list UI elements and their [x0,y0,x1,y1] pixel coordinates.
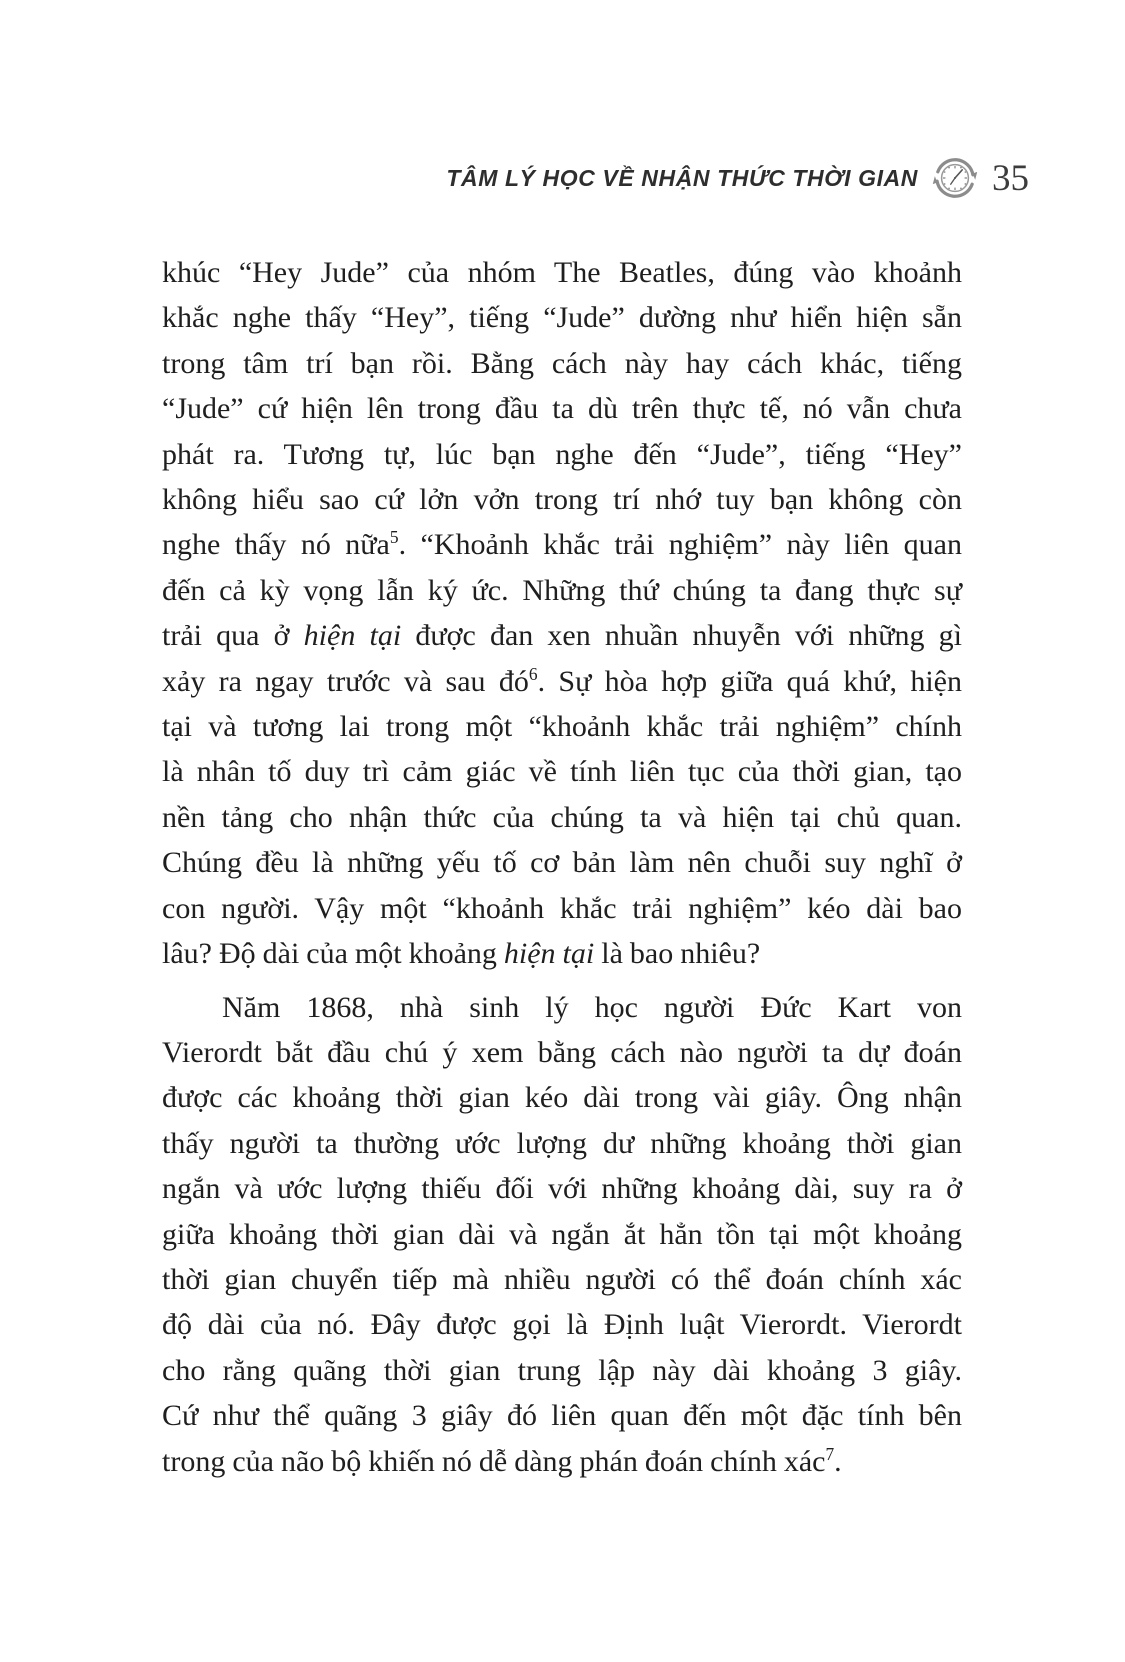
text-run: “Jude” cứ hiện lên trong đầu ta dù trên thực tế, nó vẫn chưa [162,392,962,426]
text-run: Cứ như thể quãng 3 giây đó liên quan đến một đặc tính bên [162,1399,962,1433]
text-run: được các khoảng thời gian kéo dài trong vài giây. Ông nhận [162,1081,962,1115]
text-run: cho rằng quãng thời gian trung lập này dài khoảng 3 giây. [162,1353,962,1387]
text-run: tại và tương lai trong một “khoảnh khắc trải nghiệm” chính [162,710,962,744]
text-run: con người. Vậy một “khoảnh khắc trải nghiệm” kéo dài bao [162,891,962,925]
text-run: hiện tại [503,937,595,971]
text-line [162,341,962,386]
text-run: trong tâm trí bạn rồi. Bằng cách này hay cách khác, tiếng [162,346,962,380]
text-line [162,840,962,885]
text-run: đến cả kỳ vọng lẫn ký ức. Những thứ chúng ta đang thực sự [162,573,962,607]
text-run: trải qua ở [162,619,304,653]
text-line [162,477,962,522]
footnote-reference: 7 [825,1443,835,1464]
text-run: thời gian chuyển tiếp mà nhiều người có thể đoán chính xác [162,1262,962,1296]
text-line [162,295,962,340]
text-line [162,795,962,840]
text-run: là bao nhiêu? [594,937,761,971]
text-line [162,704,962,749]
text-line [162,568,962,613]
text-run: độ dài của nó. Đây được gọi là Định luật Vierordt. Vierordt [162,1308,962,1342]
text-line [162,1166,962,1211]
text-line [162,613,962,658]
text-run: khắc nghe thấy “Hey”, tiếng “Jude” dường như hiển hiện sẵn [162,301,962,335]
text-run: nghe thấy nó nữa [162,528,390,562]
clock-icon [932,155,978,201]
text-run: Năm 1868, nhà sinh lý học người Đức Kart von [222,990,962,1024]
text-run: không hiểu sao cứ lởn vởn trong trí nhớ tuy bạn không còn [162,483,962,517]
text-line [162,1302,962,1347]
page-header [446,148,1029,208]
text-line [162,1121,962,1166]
text-run: . “Khoảnh khắc trải nghiệm” này liên quan [398,528,962,562]
text-run: . [834,1444,842,1478]
text-line [162,522,962,567]
paragraph [162,250,962,977]
text-line [162,985,962,1030]
text-line [162,1075,962,1120]
text-line [162,1030,962,1075]
footnote-reference: 6 [528,663,538,684]
body-text [162,250,962,1484]
text-line [162,749,962,794]
text-run: ngắn và ước lượng thiếu đối với những khoảng dài, suy ra ở [162,1172,962,1206]
text-run: giữa khoảng thời gian dài và ngắn ắt hẳn tồn tại một khoảng [162,1217,962,1251]
text-run: lâu? Độ dài của một khoảng [162,937,504,971]
text-line [162,1212,962,1257]
text-run: Vierordt bắt đầu chú ý xem bằng cách nào người ta dự đoán [162,1035,962,1069]
page-number: 35 [992,157,1029,199]
text-line [162,386,962,431]
text-line [162,886,962,931]
text-line [162,1257,962,1302]
text-run: phát ra. Tương tự, lúc bạn nghe đến “Jude”, tiếng “Hey” [162,437,962,471]
text-line [162,1439,962,1484]
text-run: xảy ra ngay trước và sau đó [162,664,529,698]
text-run: hiện tại [303,619,402,653]
text-line [162,931,962,976]
text-run: trong của não bộ khiến nó dễ dàng phán đoán chính xác [162,1444,826,1478]
text-line [162,1348,962,1393]
text-run: thấy người ta thường ước lượng dư những khoảng thời gian [162,1126,962,1160]
text-line [162,1393,962,1438]
text-line [162,659,962,704]
text-run: . Sự hòa hợp giữa quá khứ, hiện [537,664,963,698]
text-run: được đan xen nhuần nhuyễn với những gì [401,619,963,653]
text-line [162,432,962,477]
text-run: nền tảng cho nhận thức của chúng ta và hiện tại chủ quan. [162,800,962,834]
text-run: khúc “Hey Jude” của nhóm The Beatles, đúng vào khoảnh [162,256,962,289]
paragraph [162,985,962,1484]
text-line [162,250,962,295]
running-head-title: TÂM LÝ HỌC VỀ NHẬN THỨC THỜI GIAN [446,164,918,191]
text-run: Chúng đều là những yếu tố cơ bản làm nên chuỗi suy nghĩ ở [162,846,962,880]
text-run: là nhân tố duy trì cảm giác về tính liên tục của thời gian, tạo [162,755,962,789]
footnote-reference: 5 [389,527,399,548]
